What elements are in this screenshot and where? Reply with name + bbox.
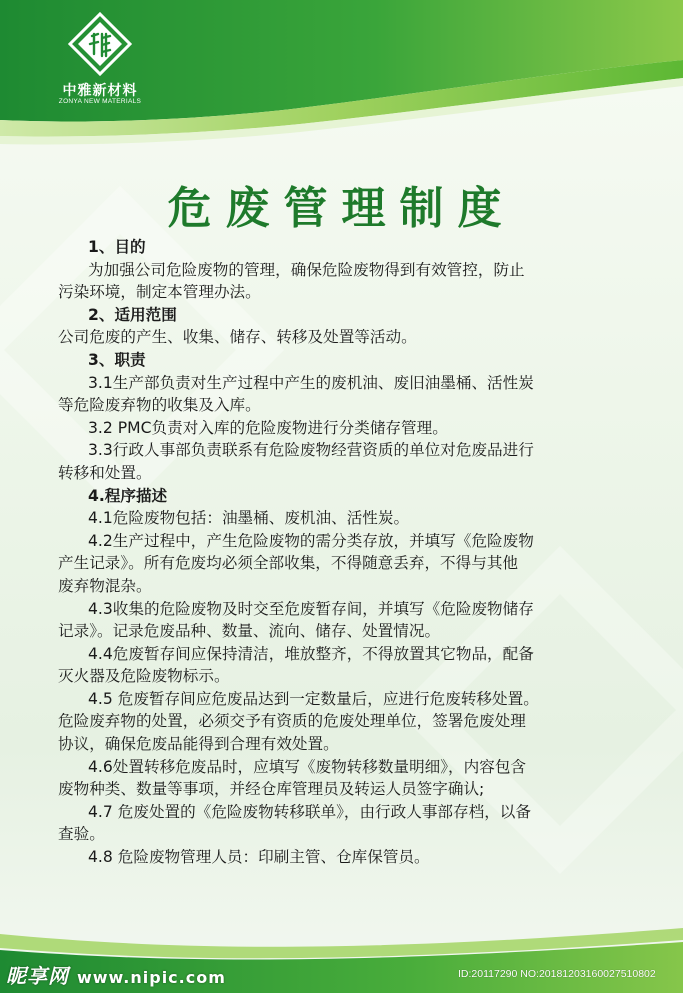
section-heading: 3、职责 xyxy=(88,350,146,369)
paragraph-line: 4.4危废暂存间应保持清洁，堆放整齐，不得放置其它物品，配备 xyxy=(88,644,534,663)
diamond-logo-icon xyxy=(68,12,132,76)
paragraph-line: 3.3行政人事部负责联系有危险废物经营资质的单位对危废品进行 xyxy=(88,441,534,460)
paragraph-line: 4.1危险废物包括：油墨桶、废机油、活性炭。 xyxy=(88,509,410,528)
logo-name-cn: 中雅新材料 xyxy=(62,83,138,99)
paragraph-line: 公司危废的产生、收集、储存、转移及处置等活动。 xyxy=(58,328,417,347)
paragraph-line: 废弃物混杂。 xyxy=(58,576,152,595)
brand-name: 昵享网 xyxy=(6,964,69,988)
paragraph-line: 污染环境，制定本管理办法。 xyxy=(58,283,261,302)
paragraph-line: 为加强公司危险废物的管理，确保危险废物得到有效管控，防止 xyxy=(88,260,525,279)
section-heading: 2、适用范围 xyxy=(88,305,177,324)
paragraph-line: 查验。 xyxy=(58,825,105,844)
paragraph-line: 4.2生产过程中，产生危险废物的需分类存放，并填写《危险废物 xyxy=(88,531,534,550)
paragraph-line: 4.5 危废暂存间应危废品达到一定数量后，应进行危废转移处置。 xyxy=(88,689,539,708)
section-heading: 1、目的 xyxy=(88,238,146,256)
watermark-brand xyxy=(6,960,226,989)
company-logo xyxy=(58,12,142,107)
paragraph-line: 产生记录》。所有危废均必须全部收集，不得随意丢弃，不得与其他 xyxy=(58,554,519,573)
paragraph-line: 危险废弃物的处置，必须交予有资质的危废处理单位，签署危废处理 xyxy=(58,712,526,731)
paragraph-line: 4.6处置转移危废品时，应填写《废物转移数量明细》，内容包含 xyxy=(88,757,527,776)
paragraph-line: 灭火器及危险废物标示。 xyxy=(58,667,230,686)
paragraph-line: 协议，确保危废品能得到合理有效处置。 xyxy=(58,735,339,754)
paragraph-line: 等危险废弃物的收集及入库。 xyxy=(58,396,261,415)
paragraph-line: 4.3收集的危险废物及时交至危废暂存间，并填写《危险废物储存 xyxy=(88,599,534,618)
brand-site: www.nipic.com xyxy=(76,968,226,987)
section-heading: 4.程序描述 xyxy=(88,486,168,505)
regulation-body xyxy=(58,236,638,869)
image-id-text: ID:20117290 NO:20181203160027510802 xyxy=(458,968,656,980)
logo-name-en: ZONYA NEW MATERIALS xyxy=(58,98,142,105)
page-title: 危废管理制度 xyxy=(167,183,516,234)
paragraph-line: 转移和处置。 xyxy=(58,463,152,482)
paragraph-line: 4.7 危废处置的《危险废物转移联单》，由行政人事部存档，以备 xyxy=(88,802,531,821)
paragraph-line: 3.1生产部负责对生产过程中产生的废机油、废旧油墨桶、活性炭 xyxy=(88,373,534,392)
paragraph-line: 废物种类、数量等事项，并经仓库管理员及转运人员签字确认; xyxy=(58,780,485,799)
paragraph-line: 4.8 危险废物管理人员：印刷主管、仓库保管员。 xyxy=(88,848,430,867)
paragraph-line: 记录》。记录危废品种、数量、流向、储存、处置情况。 xyxy=(58,622,441,641)
paragraph-line: 3.2 PMC负责对入库的危险废物进行分类储存管理。 xyxy=(88,418,448,437)
